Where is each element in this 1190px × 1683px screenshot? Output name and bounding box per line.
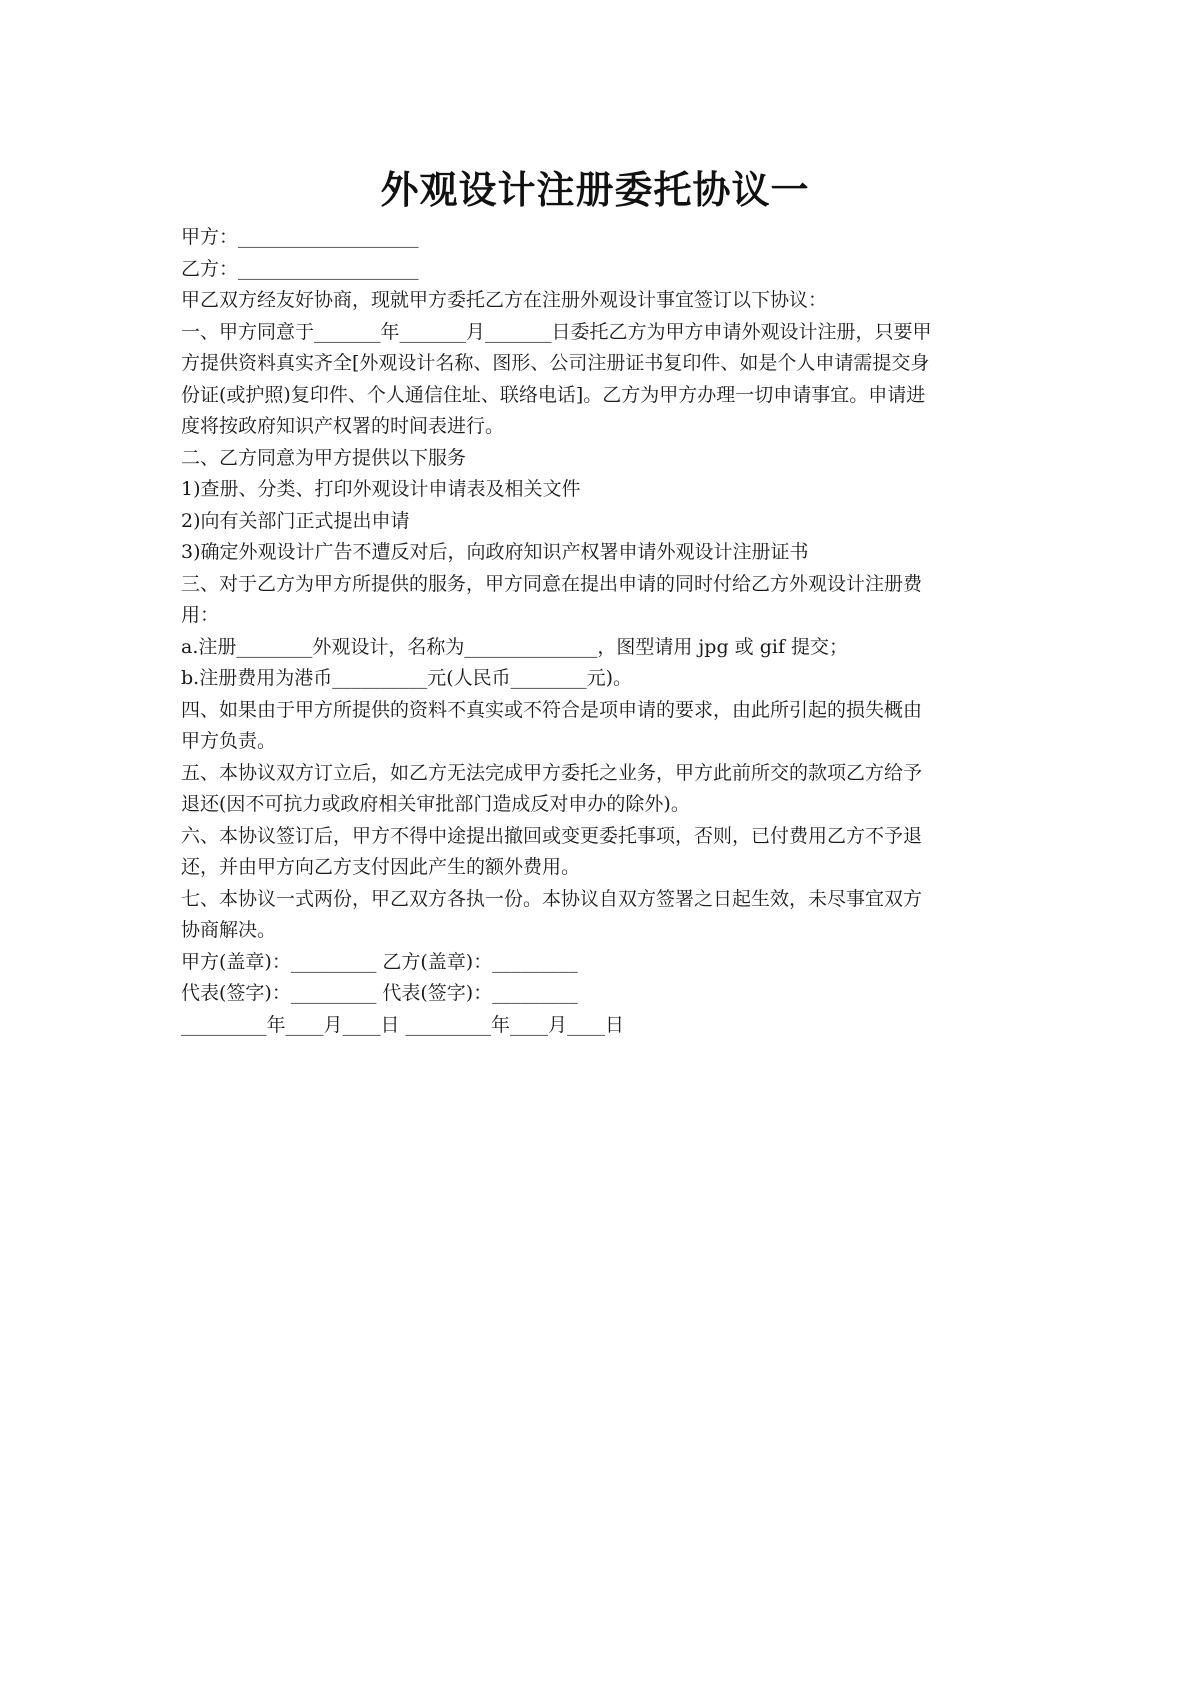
clause-7-line: 协商解决。 [181,919,277,941]
document-title: 外观设计注册委托协议一 [380,168,810,212]
party-a-line: 甲方：___________________ [181,226,419,248]
clause-1-line: 方提供资料真实齐全[外观设计名称、图形、公司注册证书复印件、如是个人申请需提交身 [181,352,930,374]
document-body [181,222,1017,1041]
service-item: 3)确定外观设计广告不遭反对后，向政府知识产权署申请外观设计注册证书 [181,541,809,563]
seal-line: 甲方(盖章)：_________ 乙方(盖章)：_________ [181,950,578,973]
clause-3-line: 三、对于乙方为甲方所提供的服务，甲方同意在提出申请的同时付给乙方外观设计注册费 [181,572,923,595]
clause-7-line: 七、本协议一式两份，甲乙双方各执一份。本协议自双方签署之日起生效，未尽事宜双方 [181,887,923,910]
fee-item: b.注册费用为港币__________元(人民币________元)。 [181,667,633,689]
clause-6-line: 六、本协议签订后，甲方不得中途提出撤回或变更委托事项，否则，已付费用乙方不予退 [181,824,923,847]
clause-2-heading: 二、乙方同意为甲方提供以下服务 [181,446,467,469]
service-item: 2)向有关部门正式提出申请 [181,509,410,532]
date-line: _________年____月____日 _________年____月____日 [181,1013,625,1036]
clause-3-line: 用： [181,604,220,626]
clause-1-line: 一、甲方同意于_______年_______月_______日委托乙方为甲方申请外观设计注册，只要甲 [181,320,932,343]
preamble: 甲乙双方经友好协商，现就甲方委托乙方在注册外观设计事宜签订以下协议： [181,289,828,311]
clause-1-line: 份证(或护照)复印件、个人通信住址、联络电话]。乙方为甲方办理一切申请事宜。申请进 [181,383,926,406]
clause-4-line: 甲方负责。 [181,730,277,752]
clause-1-line: 度将按政府知识产权署的时间表进行。 [181,415,505,437]
clause-5-line: 退还(因不可抗力或政府相关审批部门造成反对申办的除外)。 [181,793,690,815]
signature-line: 代表(签字)：_________ 代表(签字)：_________ [181,982,578,1004]
service-item: 1)查册、分类、打印外观设计申请表及相关文件 [181,478,581,500]
clause-6-line: 还，并由甲方向乙方支付因此产生的额外费用。 [181,856,581,878]
fee-item: a.注册________外观设计，名称为______________，图型请用 jpg 或 gif 提交； [181,635,849,658]
clause-5-line: 五、本协议双方订立后，如乙方无法完成甲方委托之业务，甲方此前所交的款项乙方给予 [181,761,923,784]
clause-4-line: 四、如果由于甲方所提供的资料不真实或不符合是项申请的要求，由此所引起的损失概由 [181,698,923,721]
party-b-line: 乙方：___________________ [181,257,419,280]
